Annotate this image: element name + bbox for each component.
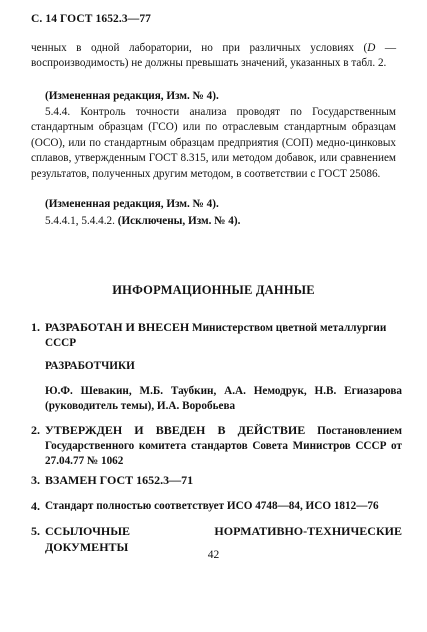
item-text: Министерством цветной металлургии СССР — [45, 322, 387, 349]
excluded-note — [45, 214, 396, 229]
info-item-3 — [31, 473, 402, 489]
page-number: 42 — [207, 549, 220, 561]
item-heading: УТВЕРЖДЕН И ВВЕДЕН В ДЕЙСТВИЕ — [45, 423, 306, 437]
developers-title: РАЗРАБОТЧИКИ — [45, 360, 135, 372]
item-heading: РАЗРАБОТАН И ВНЕСЕН — [45, 320, 190, 334]
excluded-note-text: (Исключены, Изм. № 4). — [117, 215, 241, 227]
paragraph-5-4-4: 5.4.4. Контроль точности анализа проводят по Государственным стандартным образцам (ГСО) или по отраслевым стандартным образцам (ОСО), или по стандартным образцам предприятия (СОП) медно-цинковых сплавов, утвержденным ГОСТ 8.315, или методом добавок, или сравнением результатов, полученных другим методом, в соответствии с ГОСТ 25086. — [31, 106, 396, 180]
paragraph-continuation-tail: — воспроизводимость) не должны превышать значений, указанных в табл. 2. — [31, 42, 397, 70]
edit-note-2: (Измененная редакция, Изм. № 4). — [45, 198, 219, 210]
item-heading: ВЗАМЕН ГОСТ 1652.3—71 — [45, 473, 194, 487]
edit-note-1: (Измененная редакция, Изм. № 4). — [45, 90, 219, 102]
item-number: 5. — [31, 524, 40, 538]
excluded-note-numbers: 5.4.4.1, 5.4.4.2. — [45, 215, 118, 227]
item-text: Стандарт полностью соответствует ИСО 4748—84, ИСО 1812—76 — [45, 500, 379, 512]
item-number: 3. — [31, 473, 40, 487]
page-header: С. 14 ГОСТ 1652.3—77 — [31, 13, 152, 25]
item-number: 2. — [31, 423, 40, 437]
info-item-4 — [31, 499, 402, 514]
info-item-1 — [31, 320, 402, 351]
developers-list: Ю.Ф. Шевакин, М.Б. Таубкин, А.А. Немодрук, Н.В. Егиазарова (руководитель темы), И.А. Воробьева — [45, 385, 402, 412]
section-title: ИНФОРМАЦИОННЫЕ ДАННЫЕ — [112, 283, 315, 297]
item-number: 1. — [31, 320, 40, 334]
info-item-2 — [31, 423, 402, 468]
variable-d: D — [367, 42, 376, 54]
item-text: Постановлением Государственного комитета стандартов Совета Министров СССР от 27.04.77 № 1062 — [45, 425, 402, 467]
paragraph-continuation — [31, 41, 396, 72]
item-number: 4. — [31, 499, 40, 513]
item-heading: ССЫЛОЧНЫЕ НОРМАТИВНО-ТЕХНИЧЕСКИЕ ДОКУМЕНТЫ — [45, 524, 402, 554]
paragraph-continuation-lead: ченных в одной лаборатории, но при различных условиях ( — [31, 42, 368, 54]
